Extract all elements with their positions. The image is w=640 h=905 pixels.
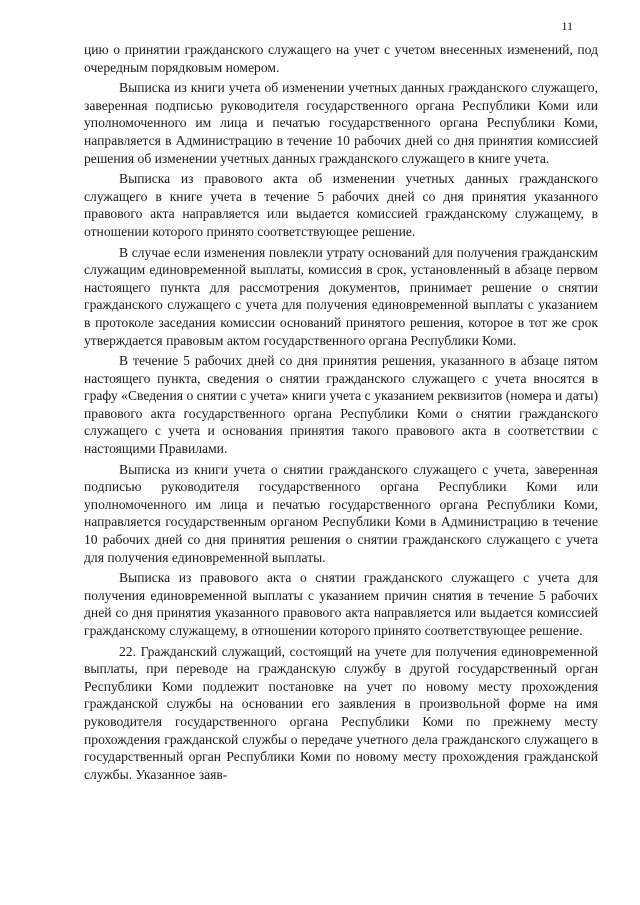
paragraph-extract-book-changes: Выписка из книги учета об изменении учетных данных гражданского служащего, заверенная подписью руководителя государственного органа Республики Коми или уполномоченного им лица и печатью государственного органа Республики Коми, направляется в Администрацию в течение 10 рабочих дней со дня принятия комиссией решения об изменении учетных данных гражданского служащего в книге учета.: [84, 80, 598, 166]
page-number: 11: [561, 19, 573, 33]
document-body: [84, 41, 598, 786]
paragraph-continuation: цию о принятии гражданского служащего на учет с учетом внесенных изменений, под очередным порядковым номером.: [84, 42, 598, 75]
paragraph-loss-of-grounds: В случае если изменения повлекли утрату оснований для получения гражданским служащим единовременной выплаты, комиссия в срок, установленный в абзаце первом настоящего пункта для рассмотрения документов, принимает решение о снятии гражданского служащего с учета для получения единовременной выплаты с указанием в протоколе заседания комиссии оснований принятого решения, которое в тот же срок утверждается правовым актом государственного органа Республики Коми.: [84, 244, 598, 348]
paragraph-extract-legal-act-changes: Выписка из правового акта об изменении учетных данных гражданского служащего в книге учета в течение 5 рабочих дней со дня принятия указанного правового акта направляется или выдается комиссией гражданскому служащему, в отношении которого принято соответствующее решение.: [84, 171, 598, 239]
paragraph-extract-book-removal: Выписка из книги учета о снятии гражданского служащего с учета, заверенная подписью руководителя государственного органа Республики Коми или уполномоченного им лица и печатью государственного органа Республики Коми, направляется государственным органом Республики Коми в Администрацию в течение 10 рабочих дней со дня принятия решения о снятии гражданского служащего с учета для получения единовременной выплаты.: [84, 461, 598, 565]
paragraph-removal-record: В течение 5 рабочих дней со дня принятия решения, указанного в абзаце пятом настоящего пункта, сведения о снятии гражданского служащего с учета вносятся в графу «Сведения о снятии с учета» книги учета с указанием реквизитов (номера и даты) правового акта государственного органа Республики Коми о снятии гражданского служащего с учета и основания принятия такого правового акта в соответствии с настоящими Правилами.: [84, 353, 598, 457]
paragraph-item-22: 22. Гражданский служащий, состоящий на учете для получения единовременной выплаты, при переводе на гражданскую службу в другой государственный орган Республики Коми подлежит постановке на учет по новому месту прохождения гражданской службы на основании его заявления в произвольной форме на имя руководителя государственного органа Республики Коми по прежнему месту прохождения гражданской службы о передаче учетного дела гражданского служащего в государственный орган Республики Коми по новому месту прохождения гражданской службы. Указанное заяв-: [84, 643, 598, 782]
paragraph-extract-legal-act-removal: Выписка из правового акта о снятии гражданского служащего с учета для получения единовременной выплаты с указанием причин снятия в течение 5 рабочих дней со дня принятия указанного правового акта направляется или выдается комиссией гражданскому служащему, в отношении которого принято соответствующее решение.: [84, 570, 598, 638]
